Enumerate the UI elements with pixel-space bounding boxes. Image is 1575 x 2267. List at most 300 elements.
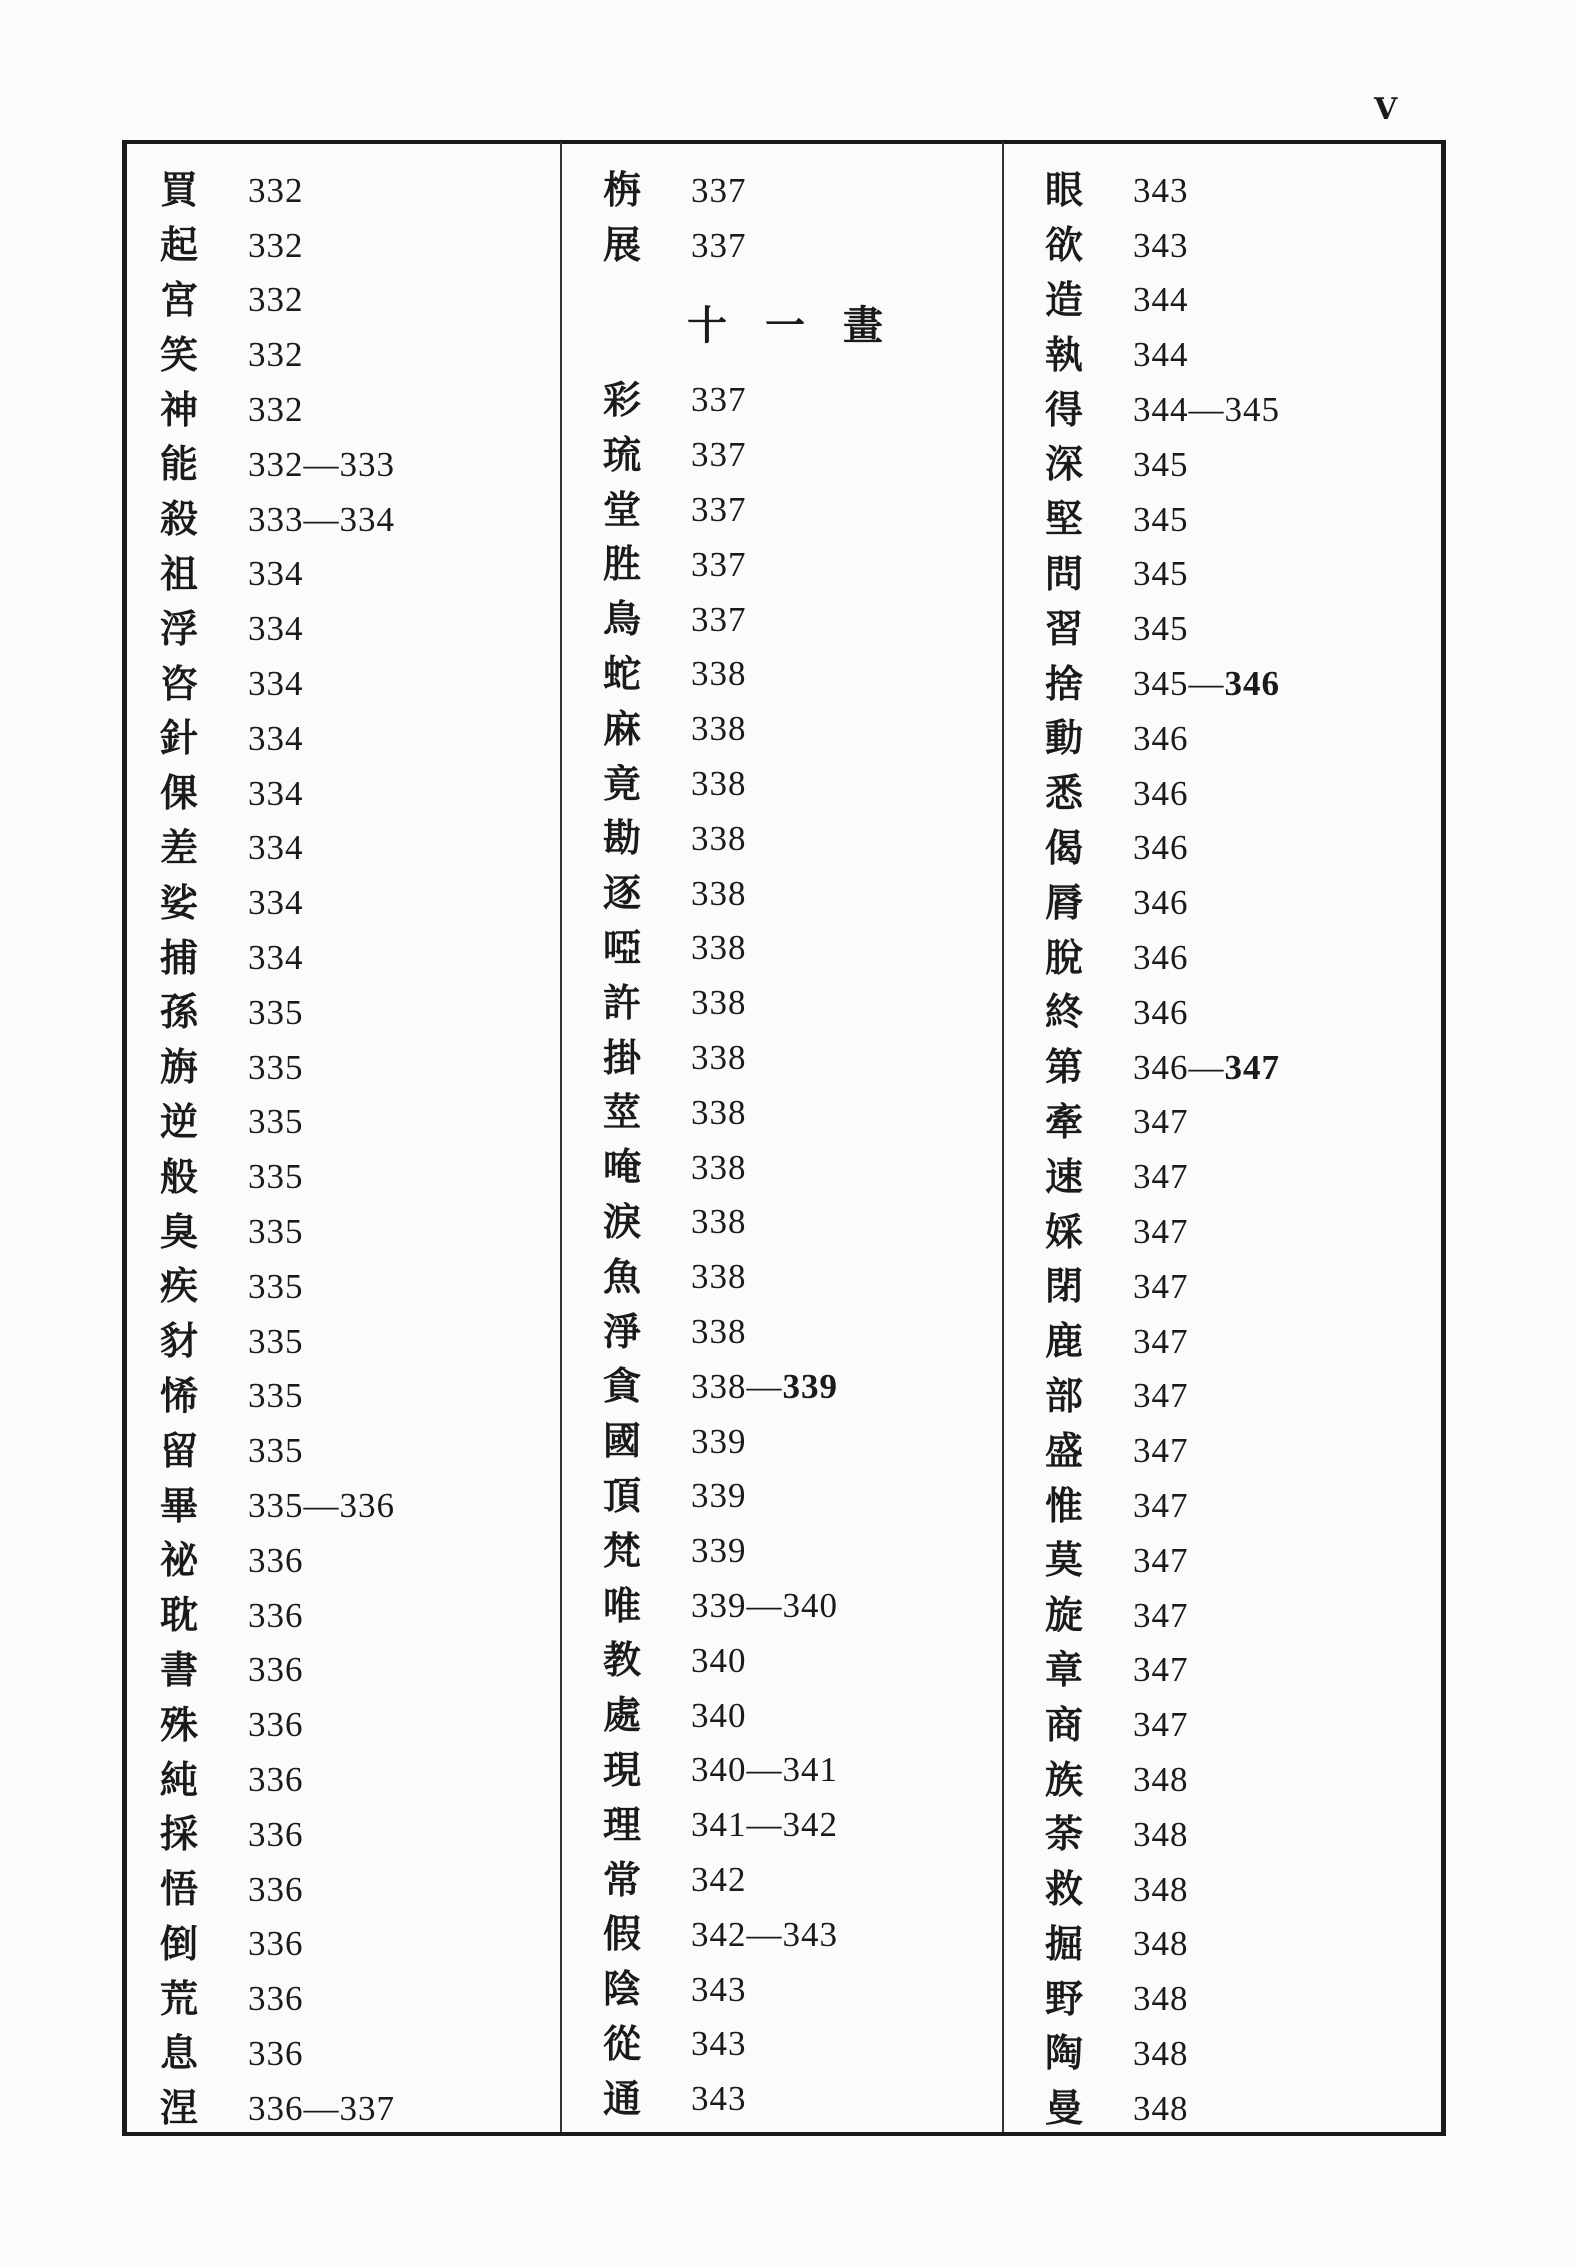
- entry-character: 胜: [603, 542, 642, 587]
- entry-pages: [691, 1862, 747, 1897]
- entry-pages-text: 332: [248, 170, 304, 210]
- index-column-2: [603, 163, 921, 2126]
- entry-pages-text: 334: [248, 938, 304, 978]
- entry-pages-text: 347: [1133, 1321, 1189, 1361]
- entry-pages: [248, 938, 304, 978]
- index-entry: [603, 1195, 921, 1250]
- entry-pages-text: 345: [1133, 554, 1189, 594]
- entry-character: 旋: [1045, 1593, 1084, 1638]
- index-entry: [1045, 1807, 1280, 1862]
- entry-pages-text: 344: [1133, 280, 1189, 320]
- entry-pages-text: 346—: [1133, 1047, 1225, 1087]
- index-entry: [160, 1533, 395, 1588]
- entry-pages-text: 336: [248, 1705, 304, 1745]
- index-entry: [1045, 1862, 1280, 1917]
- entry-pages-text: 332: [248, 280, 304, 320]
- entry-pages: [691, 599, 747, 639]
- index-entry: [160, 163, 395, 218]
- entry-pages-text: 335—336: [248, 1486, 395, 1526]
- entry-character: 莫: [1045, 1538, 1084, 1583]
- index-entry: [160, 1917, 395, 1972]
- entry-character: 琉: [603, 432, 642, 477]
- entry-pages-text: 345—: [1133, 664, 1225, 704]
- index-entry: [1045, 492, 1280, 547]
- entry-pages-text: 336: [248, 1595, 304, 1635]
- entry-character: 欲: [1045, 223, 1084, 268]
- entry-character: 得: [1045, 387, 1084, 432]
- entry-pages: [248, 170, 304, 210]
- entry-character: 畢: [160, 1483, 199, 1528]
- entry-character: 深: [1045, 442, 1084, 487]
- index-entry: [603, 701, 921, 756]
- entry-character: 閉: [1045, 1264, 1084, 1309]
- entry-character: 留: [160, 1428, 199, 1473]
- index-entry: [160, 766, 395, 821]
- index-entry: [160, 1807, 395, 1862]
- entry-pages: [691, 1750, 838, 1790]
- entry-character: 旃: [160, 1045, 199, 1090]
- entry-character: 咨: [160, 661, 199, 706]
- index-entry: [1045, 985, 1280, 1040]
- entry-pages: [1133, 280, 1189, 320]
- entry-pages: [1133, 1431, 1189, 1471]
- entry-character: 堅: [1045, 497, 1084, 542]
- entry-pages-text: 334: [248, 883, 304, 923]
- entry-pages: [248, 1540, 304, 1580]
- entry-pages-text: 332: [248, 225, 304, 265]
- entry-pages: [248, 718, 304, 758]
- entry-pages: [248, 1924, 304, 1964]
- index-entry: [1045, 1149, 1280, 1204]
- entry-character: 現: [603, 1747, 642, 1792]
- entry-pages-text: 335: [248, 1047, 304, 1087]
- entry-pages-text: 343: [691, 1969, 747, 2009]
- index-entry: [1045, 821, 1280, 876]
- index-entry: [603, 921, 921, 976]
- entry-pages-text: 347: [1133, 1486, 1189, 1526]
- entry-pages-text: 334: [248, 664, 304, 704]
- entry-character: 殊: [160, 1702, 199, 1747]
- entry-character: 盛: [1045, 1428, 1084, 1473]
- entry-pages: [248, 335, 304, 375]
- entry-character: 常: [603, 1857, 642, 1902]
- entry-pages: [691, 2079, 747, 2119]
- entry-character: 栴: [603, 168, 642, 213]
- entry-pages: [1133, 225, 1189, 265]
- entry-pages: [248, 1047, 304, 1087]
- entry-pages-text: 348: [1133, 2033, 1189, 2073]
- entry-character: 娑: [160, 880, 199, 925]
- entry-pages-text: 336: [248, 1760, 304, 1799]
- entry-pages: [691, 1038, 747, 1078]
- entry-character: 脫: [1045, 935, 1084, 980]
- index-entry: [160, 1369, 395, 1424]
- entry-pages: [248, 1486, 395, 1526]
- index-entry: [160, 382, 395, 437]
- entry-pages-text: 338: [691, 1202, 747, 1242]
- entry-pages: [691, 435, 747, 475]
- entry-character: 第: [1045, 1045, 1084, 1090]
- entry-pages-text: 347: [1133, 1157, 1189, 1197]
- entry-character: 逐: [603, 871, 642, 916]
- entry-pages-text: 338: [691, 983, 747, 1023]
- index-entry: [603, 1140, 921, 1195]
- entry-pages-text: 348: [1133, 1979, 1189, 2019]
- entry-character: 魚: [603, 1254, 642, 1299]
- entry-pages-text: 345: [1133, 609, 1189, 649]
- entry-pages: [691, 380, 747, 420]
- entry-pages: [691, 1969, 747, 2009]
- entry-pages: [1133, 1979, 1189, 2019]
- entry-pages-text: 334: [248, 554, 304, 594]
- entry-pages-text: 348: [1133, 1869, 1189, 1909]
- entry-character: 野: [1045, 1976, 1084, 2021]
- entry-pages: [248, 883, 304, 923]
- entry-pages-text: 335: [248, 1212, 304, 1252]
- entry-character: 疾: [160, 1264, 199, 1309]
- index-entry: [1045, 1369, 1280, 1424]
- index-entry: [160, 492, 395, 547]
- entry-pages-text: 338: [691, 1312, 747, 1352]
- index-entry: [1045, 218, 1280, 273]
- entry-character: 神: [160, 387, 199, 432]
- entry-pages-text: 335: [248, 1376, 304, 1416]
- index-entry: [1045, 1423, 1280, 1478]
- entry-pages-text: 340: [691, 1695, 747, 1735]
- entry-pages-text: 335: [248, 1321, 304, 1361]
- column-divider-2: [1002, 142, 1004, 2132]
- index-entry: [1045, 1204, 1280, 1259]
- index-entry: [160, 273, 395, 328]
- entry-pages: [248, 1102, 304, 1142]
- entry-pages-text: 338: [691, 1038, 747, 1078]
- entry-pages: [248, 1431, 304, 1471]
- entry-pages-text: 337: [691, 225, 747, 265]
- index-entry: [160, 2026, 395, 2081]
- entry-character: 淚: [603, 1199, 642, 1244]
- entry-pages-text: 347: [1133, 1212, 1189, 1252]
- index-entry: [1045, 601, 1280, 656]
- entry-character: 祖: [160, 551, 199, 596]
- entry-pages-text: 339: [691, 1531, 747, 1571]
- entry-pages-text: 337: [691, 170, 747, 210]
- entry-pages: [248, 280, 304, 320]
- index-entry: [1045, 437, 1280, 492]
- entry-character: 殺: [160, 497, 199, 542]
- entry-pages-text: 332: [248, 390, 304, 430]
- index-entry: [160, 1862, 395, 1917]
- index-entry: [160, 1697, 395, 1752]
- index-entry: [160, 1095, 395, 1150]
- entry-pages: [248, 664, 304, 704]
- index-entry: [1045, 1917, 1280, 1972]
- entry-pages: [248, 609, 304, 649]
- index-entry: [1045, 875, 1280, 930]
- entry-pages: [248, 2033, 304, 2073]
- index-entry: [160, 437, 395, 492]
- entry-character: 荒: [160, 1976, 199, 2021]
- entry-character: 麻: [603, 706, 642, 751]
- entry-pages: [1133, 992, 1189, 1032]
- index-entry: [160, 327, 395, 382]
- entry-pages: [691, 873, 747, 913]
- entry-pages-text: 348: [1133, 2088, 1189, 2128]
- entry-pages: [248, 225, 304, 265]
- entry-pages-text: 346: [1133, 773, 1189, 813]
- entry-pages-text: 347: [1133, 1102, 1189, 1142]
- entry-character: 貪: [603, 1364, 642, 1409]
- page-number: V: [1374, 92, 1398, 127]
- index-entry: [603, 1962, 921, 2017]
- entry-character: 淨: [603, 1309, 642, 1354]
- entry-character: 書: [160, 1647, 199, 1692]
- entry-pages: [1133, 554, 1189, 594]
- entry-pages-text: 340: [691, 1640, 747, 1680]
- entry-pages-text: 341—342: [691, 1805, 838, 1845]
- index-entry: [603, 427, 921, 482]
- index-entry: [603, 866, 921, 921]
- index-entry: [603, 1797, 921, 1852]
- entry-pages-text: 343: [1133, 225, 1189, 265]
- index-entry: [1045, 766, 1280, 821]
- entry-pages: [691, 928, 747, 968]
- entry-character: 逆: [160, 1099, 199, 1144]
- entry-character: 彩: [603, 377, 642, 422]
- index-entry: [160, 218, 395, 273]
- entry-character: 悕: [160, 1373, 199, 1418]
- index-entry: [1045, 1697, 1280, 1752]
- entry-pages: [1133, 1321, 1189, 1361]
- entry-pages: [1133, 828, 1189, 868]
- index-entry: [603, 218, 921, 273]
- index-entry: [1045, 2081, 1280, 2136]
- entry-pages-bold: 346: [1224, 664, 1280, 704]
- entry-pages-text: 338: [691, 1257, 747, 1297]
- entry-character: 眼: [1045, 168, 1084, 213]
- index-entry: [603, 1249, 921, 1304]
- entry-character: 商: [1045, 1702, 1084, 1747]
- entry-pages-text: 344—345: [1133, 390, 1280, 430]
- index-entry: [160, 930, 395, 985]
- entry-pages: [248, 499, 395, 539]
- entry-pages: [1133, 1376, 1189, 1416]
- index-entry: [160, 1314, 395, 1369]
- entry-pages-text: 334: [248, 828, 304, 868]
- entry-pages-text: 345: [1133, 444, 1189, 484]
- index-entry: [160, 601, 395, 656]
- entry-pages: [691, 2024, 747, 2064]
- entry-pages-text: 348: [1133, 1814, 1189, 1854]
- entry-character: 展: [603, 223, 642, 268]
- index-entry: [1045, 382, 1280, 437]
- entry-character: 採: [160, 1812, 199, 1857]
- column-divider-1: [560, 142, 562, 2132]
- entry-pages-text: 343: [1133, 170, 1189, 210]
- entry-pages-text: 336: [248, 1979, 304, 2019]
- index-entry: [160, 1259, 395, 1314]
- entry-pages: [1133, 1102, 1189, 1142]
- entry-pages: [1133, 938, 1189, 978]
- entry-pages-text: 337: [691, 599, 747, 639]
- entry-pages-text: 335: [248, 1431, 304, 1471]
- index-entry: [603, 373, 921, 428]
- entry-character: 純: [160, 1757, 199, 1802]
- index-column-1: [160, 163, 395, 2136]
- index-entry: [160, 2081, 395, 2136]
- index-entry: [1045, 1752, 1280, 1807]
- index-entry: [1045, 1971, 1280, 2026]
- entry-character: 梵: [603, 1528, 642, 1573]
- entry-pages-text: 342: [691, 1860, 747, 1899]
- entry-pages-text: 336—337: [248, 2088, 395, 2128]
- entry-pages-text: 332—333: [248, 444, 395, 484]
- entry-pages: [1133, 444, 1189, 484]
- index-entry: [1045, 1533, 1280, 1588]
- index-entry: [1045, 1478, 1280, 1533]
- index-entry: [603, 811, 921, 866]
- index-entry: [1045, 656, 1280, 711]
- index-entry: [1045, 1095, 1280, 1150]
- entry-pages-text: 338: [691, 818, 747, 858]
- entry-pages: [691, 1586, 838, 1626]
- entry-character: 婇: [1045, 1209, 1084, 1254]
- entry-pages-text: 343: [691, 2079, 747, 2119]
- entry-character: 掘: [1045, 1921, 1084, 1966]
- entry-pages-text: 338: [691, 764, 747, 804]
- entry-pages: [1133, 883, 1189, 923]
- entry-pages: [1133, 1540, 1189, 1580]
- entry-pages-text: 346: [1133, 938, 1189, 978]
- entry-pages-text: 336: [248, 1924, 304, 1964]
- entry-pages: [1133, 1762, 1189, 1797]
- entry-pages-text: 347: [1133, 1650, 1189, 1690]
- entry-pages: [691, 1257, 747, 1297]
- entry-pages-text: 347: [1133, 1595, 1189, 1635]
- entry-character: 竟: [603, 761, 642, 806]
- index-entry: [603, 647, 921, 702]
- index-entry: [1045, 327, 1280, 382]
- entry-pages: [691, 1092, 747, 1132]
- entry-pages: [1133, 664, 1280, 704]
- entry-pages-text: 340—341: [691, 1750, 838, 1790]
- entry-character: 偈: [1045, 825, 1084, 870]
- entry-character: 耽: [160, 1593, 199, 1638]
- entry-character: 浮: [160, 606, 199, 651]
- entry-pages-text: 334: [248, 609, 304, 649]
- entry-character: 笑: [160, 332, 199, 377]
- entry-pages-text: 347: [1133, 1376, 1189, 1416]
- entry-character: 孫: [160, 990, 199, 1035]
- entry-character: 惟: [1045, 1483, 1084, 1528]
- entry-pages: [1133, 1705, 1189, 1745]
- index-entry: [603, 1359, 921, 1414]
- entry-character: 祕: [160, 1538, 199, 1583]
- entry-character: 假: [603, 1912, 642, 1957]
- index-column-3: [1045, 163, 1280, 2136]
- entry-pages-text: 347: [1133, 1705, 1189, 1745]
- index-entry: [160, 1040, 395, 1095]
- entry-pages: [691, 1914, 838, 1954]
- entry-pages: [691, 225, 747, 265]
- entry-pages-text: 342—343: [691, 1914, 838, 1954]
- index-entry: [603, 1523, 921, 1578]
- entry-pages: [1133, 2033, 1189, 2073]
- entry-pages: [1133, 718, 1189, 758]
- entry-pages: [1133, 1924, 1189, 1964]
- index-entry: [1045, 930, 1280, 985]
- index-entry: [160, 1423, 395, 1478]
- entry-pages-text: 335: [248, 1266, 304, 1306]
- index-entry: [1045, 163, 1280, 218]
- entry-pages: [248, 1157, 304, 1197]
- entry-character: 陰: [603, 1967, 642, 2012]
- entry-character: 章: [1045, 1647, 1084, 1692]
- entry-pages: [691, 1531, 747, 1571]
- entry-pages: [248, 1650, 304, 1690]
- entry-pages-text: 338: [691, 1092, 747, 1132]
- entry-character: 倮: [160, 771, 199, 816]
- index-entry: [160, 711, 395, 766]
- index-entry: [160, 1478, 395, 1533]
- index-entry: [603, 1578, 921, 1633]
- index-entry: [160, 1588, 395, 1643]
- index-entry: [603, 592, 921, 647]
- entry-character: 蛇: [603, 651, 642, 696]
- entry-pages: [691, 1312, 747, 1352]
- entry-pages-text: 332: [248, 335, 304, 375]
- entry-character: 救: [1045, 1867, 1084, 1912]
- entry-pages-text: 335: [248, 1102, 304, 1142]
- entry-character: 理: [603, 1802, 642, 1847]
- index-entry: [603, 1743, 921, 1798]
- entry-pages: [248, 390, 304, 430]
- entry-pages: [691, 818, 747, 858]
- entry-character: 部: [1045, 1373, 1084, 1418]
- entry-pages-text: 339: [691, 1476, 747, 1516]
- entry-pages: [1133, 1266, 1189, 1306]
- entry-pages-bold: 347: [1224, 1047, 1280, 1087]
- index-entry: [160, 875, 395, 930]
- entry-character: 脣: [1045, 880, 1084, 925]
- entry-character: 唵: [603, 1145, 642, 1190]
- entry-pages: [1133, 1814, 1189, 1854]
- index-entry: [160, 821, 395, 876]
- entry-character: 倒: [160, 1921, 199, 1966]
- entry-pages-text: 337: [691, 490, 747, 530]
- entry-character: 教: [603, 1638, 642, 1683]
- index-entry: [603, 1852, 921, 1907]
- entry-character: 唯: [603, 1583, 642, 1628]
- entry-pages-text: 337: [691, 544, 747, 584]
- entry-pages: [248, 1979, 304, 2019]
- entry-character: 動: [1045, 716, 1084, 761]
- entry-character: 頂: [603, 1473, 642, 1518]
- entry-character: 針: [160, 716, 199, 761]
- entry-pages-text: 336: [248, 1540, 304, 1580]
- entry-character: 處: [603, 1693, 642, 1738]
- entry-pages: [691, 490, 747, 530]
- entry-pages: [248, 992, 304, 1032]
- entry-pages-text: 336: [248, 1869, 304, 1909]
- entry-pages: [1133, 773, 1189, 813]
- entry-pages-text: 345: [1133, 499, 1189, 539]
- entry-pages: [1133, 390, 1280, 430]
- entry-pages-text: 346: [1133, 828, 1189, 868]
- entry-character: 悟: [160, 1867, 199, 1912]
- entry-character: 執: [1045, 332, 1084, 377]
- entry-pages: [248, 1595, 304, 1635]
- entry-pages-text: 337: [691, 435, 747, 475]
